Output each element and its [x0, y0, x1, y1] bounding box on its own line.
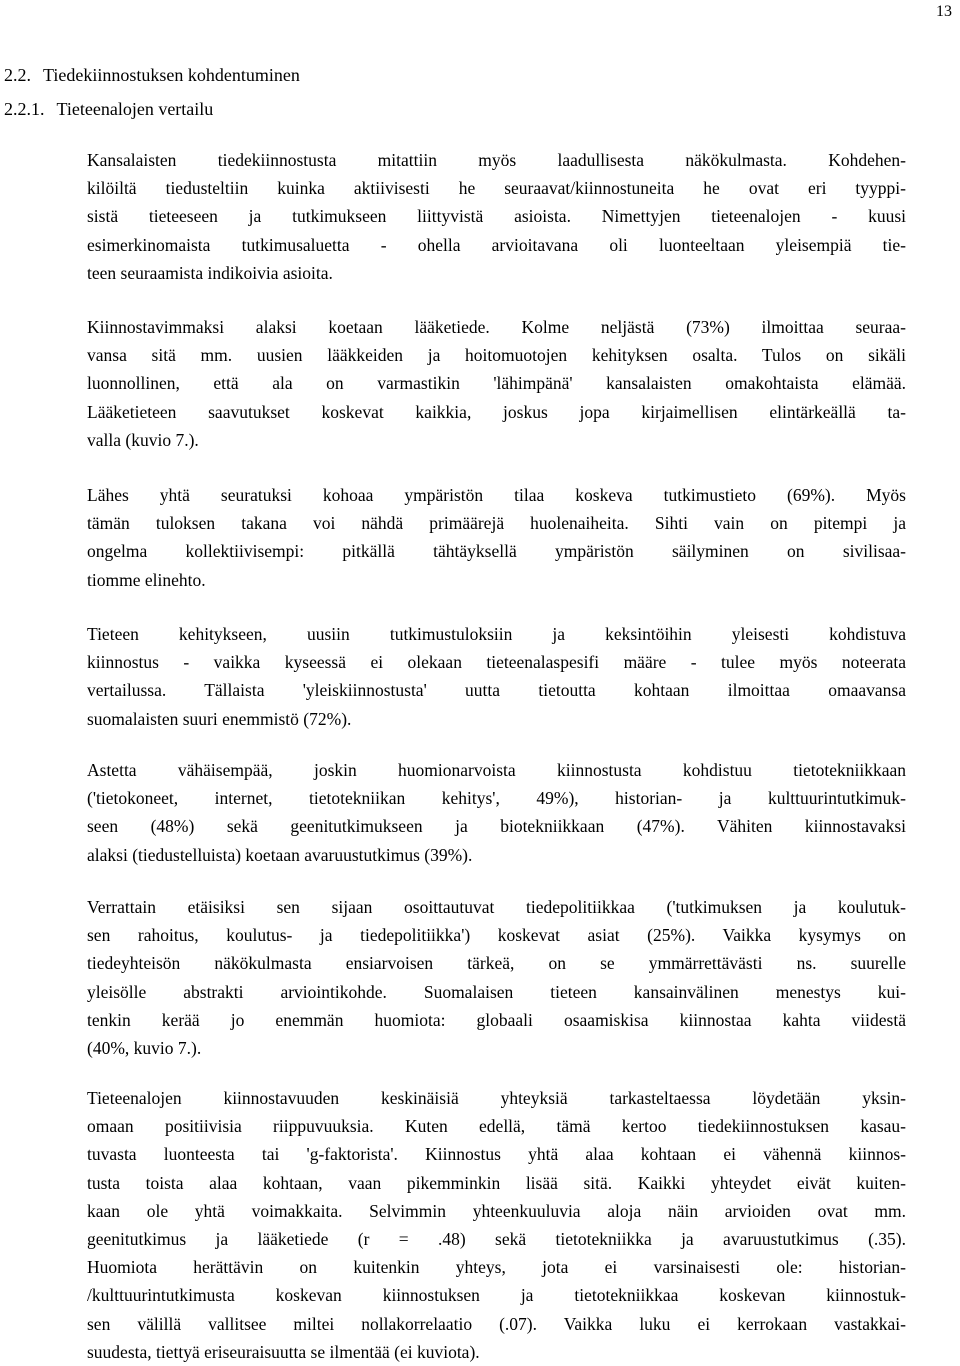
paragraph-line: kiinnostus - vaikka kyseessä ei olekaan tieteenalaspesifi määre - tulee myös noteerata: [87, 652, 906, 673]
paragraph: [87, 313, 906, 454]
paragraph-line: tiedeyhteisön näkökulmasta ensiarvoisen tärkeä, on se ymmärrettävästi ns. suurelle: [87, 953, 906, 974]
paragraph-line: omaan positiivisia riippuvuuksia. Kuten edellä, tämä kertoo tiedekiinnostuksen kasau-: [87, 1116, 906, 1137]
paragraph: [87, 620, 906, 733]
section-heading: [4, 63, 300, 87]
paragraph-line: esimerkinomaista tutkimusaluetta - ohella arvioitavana oli luonteeltaan yleisempiä tie-: [87, 234, 906, 255]
paragraph: [87, 481, 906, 594]
paragraph-line: kaan ole yhtä voimakkaita. Selvimmin yhteenkuuluvia aloja näin arvioiden ovat mm.: [87, 1200, 906, 1221]
paragraph-line: Kiinnostavimmaksi alaksi koetaan lääketiede. Kolme neljästä (73%) ilmoittaa seuraa-: [87, 317, 906, 337]
paragraph-line: suomalaisten suuri enemmistö (72%).: [87, 708, 352, 729]
paragraph-line: kilöiltä tiedusteltiin kuinka aktiivisesti he seuraavat/kiinnostuneita he ovat eri tyyppi-: [87, 178, 906, 199]
paragraph-line: Astetta vähäisempää, joskin huomionarvoista kiinnostusta kohdistuu tietotekniikkaan: [87, 760, 906, 780]
paragraph-line: luonnollinen, että ala on varmastikin 'lähimpänä' kansalaisten omakohtaista elämää.: [87, 373, 906, 394]
paragraph-line: Verrattain etäisiksi sen sijaan osoittautuvat tiedepolitiikkaa ('tutkimuksen ja koulutuk-: [87, 897, 906, 917]
page-number: 13: [936, 3, 952, 20]
paragraph: [87, 146, 906, 287]
paragraph-line: yleisölle abstrakti arviointikohde. Suomalaisen tieteen kansainvälinen menestys kui-: [87, 981, 906, 1002]
paragraph-line: (40%, kuvio 7.).: [87, 1037, 202, 1058]
paragraph-line: tämän tuloksen takana voi nähdä primäärejä huolenaiheita. Sihti vain on pitempi ja: [87, 513, 906, 534]
paragraph: [87, 1084, 906, 1366]
paragraph-line: tenkin kerää jo enemmän huomiota: globaali osaamiskisa kiinnostaa kahta viidestä: [87, 1009, 906, 1030]
paragraph-line: vertailussa. Tällaista 'yleiskiinnostusta' uutta tietoutta kohtaan ilmoittaa omaavansa: [87, 680, 906, 701]
paragraph-line: vansa sitä mm. uusien lääkkeiden ja hoitomuotojen kehityksen osalta. Tulos on sikäli: [87, 345, 906, 366]
paragraph-line: teen seuraamista indikoivia asioita.: [87, 262, 333, 283]
paragraph-line: ongelma kollektiivisempi: pitkällä tähtäyksellä ympäristön säilyminen on sivilisaa-: [87, 541, 906, 562]
paragraph-line: seen (48%) sekä geenitutkimukseen ja biotekniikkaan (47%). Vähiten kiinnostavaksi: [87, 816, 906, 837]
paragraph-line: Huomiota herättävin on kuitenkin yhteys, jota ei varsinaisesti ole: historian-: [87, 1257, 906, 1278]
paragraph: [87, 756, 906, 869]
paragraph-line: geenitutkimus ja lääketiede (r = .48) sekä tietotekniikka ja avaruustutkimus (.35).: [87, 1228, 906, 1249]
section-title: Tiedekiinnostuksen kohdentuminen: [43, 65, 300, 85]
subsection-title: Tieteenalojen vertailu: [56, 99, 214, 119]
paragraph-line: /kulttuurintutkimusta koskevan kiinnostuksen ja tietotekniikkaa koskevan kiinnostuk-: [87, 1285, 906, 1306]
section-number: 2.2.: [4, 65, 31, 85]
paragraph-line: sen rahoitus, koulutus- ja tiedepolitiikka') koskevat asiat (25%). Vaikka kysymys on: [87, 925, 906, 946]
paragraph-line: alaksi (tiedustelluista) koetaan avaruustutkimus (39%).: [87, 844, 473, 865]
paragraph-line: tuvasta luonteesta tai 'g-faktorista'. Kiinnostus yhtä alaa kohtaan ei vähennä kiinnos-: [87, 1144, 906, 1165]
paragraph-line: Kansalaisten tiedekiinnostusta mitattiin myös laadullisesta näkökulmasta. Kohdehen-: [87, 150, 906, 170]
paragraph-line: Tieteen kehitykseen, uusiin tutkimustuloksiin ja keksintöihin yleisesti kohdistuva: [87, 624, 906, 644]
paragraph-line: tusta toista alaa kohtaan, vaan pikemminkin lisää sitä. Kaikki yhteydet eivät kuiten-: [87, 1172, 906, 1193]
paragraph-line: Lääketieteen saavutukset koskevat kaikkia, joskus jopa kirjaimellisen elintärkeällä ta-: [87, 401, 906, 422]
paragraph-line: Tieteenalojen kiinnostavuuden keskinäisiä yhteyksiä tarkasteltaessa löydetään yksin-: [87, 1088, 906, 1108]
paragraph-line: tiomme elinehto.: [87, 569, 206, 590]
paragraph-line: ('tietokoneet, internet, tietotekniikan kehitys', 49%), historian- ja kulttuurintutkimuk-: [87, 788, 906, 809]
paragraph-line: Lähes yhtä seuratuksi kohoaa ympäristön tilaa koskeva tutkimustieto (69%). Myös: [87, 485, 906, 505]
paragraph: [87, 893, 906, 1062]
paragraph-line: sistä tieteeseen ja tutkimukseen liittyvistä asioista. Nimettyjen tieteenalojen - kuusi: [87, 206, 906, 227]
paragraph-line: sen välillä vallitsee miltei nollakorrelaatio (.07). Vaikka luku ei kerrokaan vastakkai-: [87, 1313, 906, 1334]
subsection-number: 2.2.1.: [4, 99, 45, 119]
paragraph-line: valla (kuvio 7.).: [87, 429, 199, 450]
paragraph-line: suudesta, tiettyä eriseuraisuutta se ilmentää (ei kuviota).: [87, 1341, 480, 1362]
subsection-heading: [4, 97, 213, 121]
